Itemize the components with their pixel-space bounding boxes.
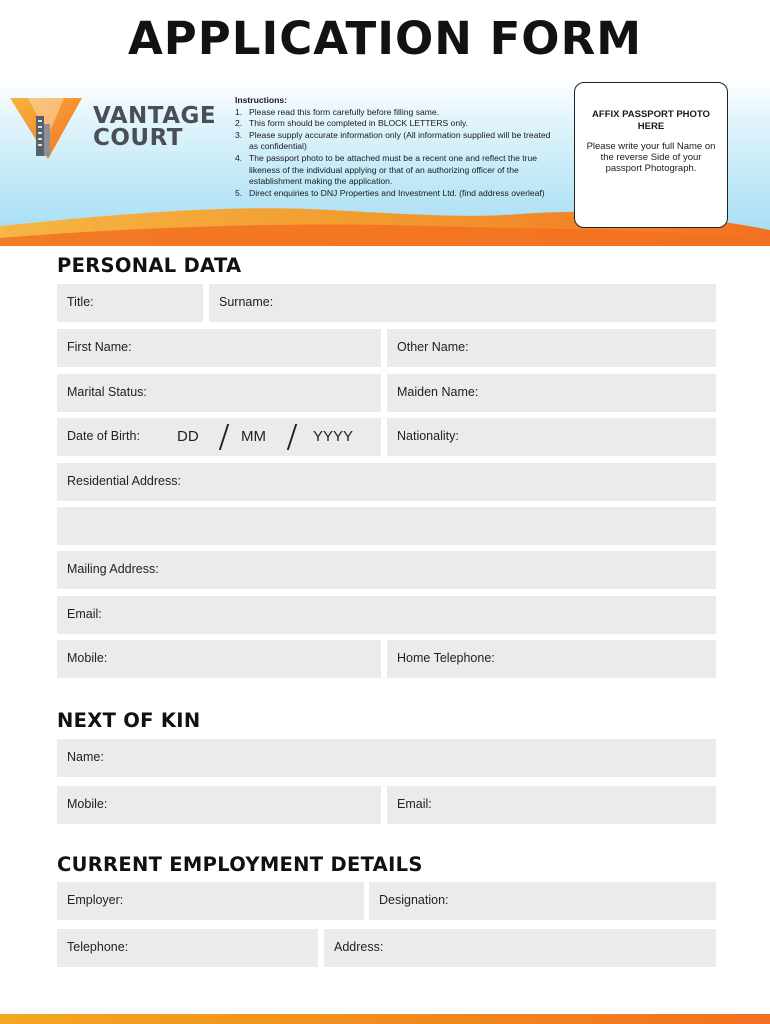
instruction-number: 5. (235, 187, 243, 198)
section-title-next-of-kin: NEXT OF KIN (57, 709, 201, 732)
next-of-kin-mobile-field[interactable] (57, 786, 381, 824)
marital-status-label: Marital Status: (67, 385, 147, 399)
next-of-kin-email-field[interactable] (387, 786, 716, 824)
header-banner (0, 0, 770, 246)
mobile-field[interactable] (57, 640, 381, 678)
photo-box-title: AFFIX PASSPORT PHOTO HERE (592, 109, 710, 132)
employer-label: Employer: (67, 893, 124, 907)
designation-label: Designation: (379, 893, 449, 907)
maiden-name-label: Maiden Name: (397, 385, 479, 399)
employer-address-label: Address: (334, 940, 384, 954)
surname-label: Surname: (219, 295, 274, 309)
employer-field[interactable] (57, 882, 364, 920)
instruction-number: 2. (235, 118, 243, 129)
instruction-item (235, 107, 555, 119)
section-title-employment-details: CURRENT EMPLOYMENT DETAILS (57, 853, 423, 876)
instructions-list (235, 107, 555, 200)
section-title-personal-data: PERSONAL DATA (57, 254, 242, 277)
maiden-name-field[interactable] (387, 374, 716, 412)
vantage-court-logo-icon (10, 96, 84, 160)
nationality-field[interactable] (387, 418, 716, 456)
next-of-kin-email-label: Email: (397, 797, 432, 811)
dob-year-placeholder: YYYY (313, 428, 354, 445)
other-name-label: Other Name: (397, 340, 469, 354)
instruction-text: This form should be completed in BLOCK LETTERS only. (249, 118, 469, 129)
form-title: APPLICATION FORM (127, 12, 642, 65)
designation-field[interactable] (369, 882, 716, 920)
dob-month-placeholder: MM (241, 428, 266, 445)
mailing-address-field[interactable] (57, 551, 716, 589)
instruction-number: 3. (235, 129, 243, 140)
passport-photo-box[interactable] (574, 82, 728, 228)
other-name-field[interactable] (387, 329, 716, 367)
nationality-label: Nationality: (397, 429, 459, 443)
instruction-item (235, 130, 555, 153)
instructions-block (235, 95, 555, 199)
dob-day-placeholder: DD (177, 428, 199, 445)
home-telephone-label: Home Telephone: (397, 651, 495, 665)
residential-address-label: Residential Address: (67, 474, 181, 488)
marital-status-field[interactable] (57, 374, 381, 412)
dob-separator (287, 424, 297, 450)
first-name-label: First Name: (67, 340, 132, 354)
instructions-title: Instructions: (235, 95, 288, 105)
employer-address-field[interactable] (324, 929, 716, 967)
email-label: Email: (67, 607, 102, 621)
instruction-number: 1. (235, 106, 243, 117)
residential-address-field[interactable] (57, 463, 716, 501)
instruction-text: The passport photo to be attached must be a recent one and reflect the true likeness of the individual applying or that of an authorizing officer of the establishment making the application. (249, 152, 538, 187)
next-of-kin-name-label: Name: (67, 750, 104, 764)
surname-field[interactable] (209, 284, 716, 322)
instruction-item (235, 188, 555, 200)
instruction-item (235, 153, 555, 188)
residential-address-line-2-field[interactable] (57, 507, 716, 545)
first-name-field[interactable] (57, 329, 381, 367)
home-telephone-field[interactable] (387, 640, 716, 678)
logo-text-court: COURT (93, 125, 183, 151)
instruction-number: 4. (235, 152, 243, 163)
mailing-address-label: Mailing Address: (67, 562, 159, 576)
instruction-item (235, 118, 555, 130)
dob-separator (219, 424, 229, 450)
instruction-text: Please read this form carefully before filling same. (249, 106, 440, 117)
title-label: Title: (67, 295, 94, 309)
date-of-birth-field[interactable] (57, 418, 381, 456)
instruction-text: Please supply accurate information only (All information supplied will be treated as confidential) (249, 129, 551, 152)
logo-text-vantage: VANTAGE (93, 103, 217, 129)
next-of-kin-name-field[interactable] (57, 739, 716, 777)
employer-telephone-field[interactable] (57, 929, 318, 967)
footer-accent-bar (0, 1014, 770, 1024)
email-field[interactable] (57, 596, 716, 634)
instruction-text: Direct enquiries to DNJ Properties and Investment Ltd. (find address overleaf) (249, 187, 545, 198)
title-field[interactable] (57, 284, 203, 322)
employer-telephone-label: Telephone: (67, 940, 129, 954)
mobile-label: Mobile: (67, 651, 108, 665)
date-of-birth-label: Date of Birth: (67, 429, 140, 443)
next-of-kin-mobile-label: Mobile: (67, 797, 108, 811)
photo-box-note: Please write your full Name on the reverse Side of your passport Photograph. (586, 141, 716, 174)
